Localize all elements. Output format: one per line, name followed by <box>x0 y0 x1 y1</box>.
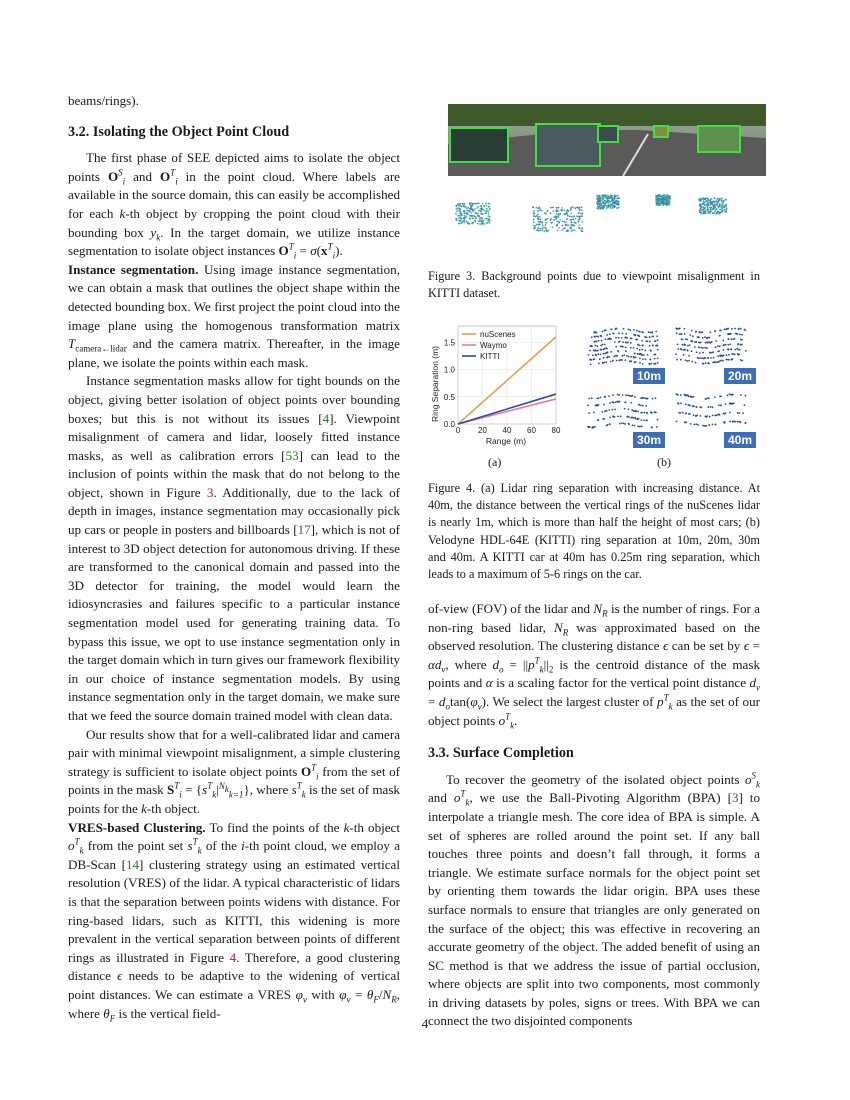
figure-3-points <box>455 194 727 232</box>
chart-legend-label: KITTI <box>480 352 500 361</box>
figure-4a-chart <box>428 318 568 458</box>
run-in-heading-vres: VRES-based Clustering. <box>68 819 206 835</box>
chart-legend-label: nuScenes <box>480 330 516 339</box>
paragraph-isolation-intro: The first phase of SEE depicted aims to isolate the object points $O^S_i$ and $O^T_i$ in the point cloud. Where labels are available in the source domain, this can easily be accomplished for each k-th object by cropping the point cloud with their bounding box $y_k$. In the target domain, we utilize instance segmentation to isolate object instances $O^T_i = \sigma(x^T_i)$. <box>68 150 400 261</box>
chart-x-axis-label: Range (m) <box>485 436 527 446</box>
section-heading-3-3: 3.3. Surface Completion <box>428 745 574 762</box>
citation-link[interactable]: 4 <box>322 410 330 426</box>
paragraph-continuation: beams/rings). <box>68 93 139 108</box>
citation-link[interactable]: 17 <box>297 522 311 538</box>
figure-4b-label: (b) <box>657 455 671 469</box>
chart-x-tick-label: 0 <box>455 426 461 435</box>
section-heading-3-2: 3.2. Isolating the Object Point Cloud <box>68 123 290 140</box>
paragraph-clustering-results: Our results show that for a well-calibrated lidar and camera pair with minimal viewpoint misalignment, a simple clustering strategy is sufficient to isolate object points $O^T_i$ from the set of points in the mask $S^T_i = \{s^T_k|^{N_k}_{k=1}\}$, where $s^T_k$ is the set of mask points for the k-th object. <box>68 726 400 816</box>
range-tag-30m: 30m <box>633 432 665 448</box>
figure-4a-label: (a) <box>488 455 502 469</box>
figure-3-point-clouds <box>448 180 766 252</box>
citation-link[interactable]: 53 <box>285 447 299 463</box>
chart-x-tick-label: 60 <box>527 426 536 435</box>
figure-link[interactable]: 3 <box>206 484 214 500</box>
left-column <box>68 92 400 1023</box>
paragraph-vres-clustering: VRES-based Clustering. To find the points of the k-th object $o^T_k$ from the point set $s^T_k$ of the i-th point cloud, we employ a DB-Scan [14] clustering strategy using an estimated vertical resolution (VRES) of the lidar. A typical characteristic of lidars is that the separation between points widens with distance. For ring-based lidars, such as KITTI, this widening is more prevalent in the vertical separation between points of different rings as illustrated in Figure 4. Therefore, a good clustering distance ϵ needs to be adaptive to the widening of vertical point distances. We can estimate a VRES $\varphi_v$ with $\varphi_v = \theta_F/N_R$, where $\theta_F$ is the vertical field- <box>68 819 401 1024</box>
range-tag-20m: 20m <box>724 368 756 384</box>
chart-x-tick-label: 20 <box>478 426 487 435</box>
range-tag-10m: 10m <box>633 368 665 384</box>
citation-link[interactable]: 3 <box>731 790 739 806</box>
run-in-heading-instance-segmentation: Instance segmentation. <box>68 261 199 277</box>
chart-y-tick-label: 0.0 <box>443 420 455 429</box>
chart-y-tick-label: 0.5 <box>443 392 455 402</box>
figure-link[interactable]: 4 <box>229 949 237 965</box>
range-tag-40m: 40m <box>724 432 756 448</box>
paragraph-vres-continued: of-view (FOV) of the lidar and $N_R$ is the number of rings. For a non-ring based lidar, $N_R$ was approximated based on the observed resolution. The clustering distance ϵ can be set by $\epsilon = \alpha d_v$, where $d_o = ||p^T_k||_2$ is the centroid distance of the mask points and α is a scaling factor for the vertical point distance $d_v = d_o\tan(\varphi_v)$. We select the largest cluster of $p^T_k$ as the set of our object points $o^T_k$. <box>428 601 760 731</box>
chart-y-axis-label: Ring Separation (m) <box>430 345 440 423</box>
chart-y-tick-label: 1.5 <box>443 338 455 348</box>
paragraph-surface-completion: To recover the geometry of the isolated object points $o^S_k$ and $o^T_k$, we use the Ball-Pivoting Algorithm (BPA) [3] to interpolate a triangle mesh. The core idea of BPA is simple. A set of spheres are rolled around the point set. If any ball touches three points and doesn’t fall through, it forms a triangle. We estimate surface normals for the object point set by orienting them towards the lidar origin. BPA uses these surface normals to ensure that triangles are only generated on the surface of the object; this was effective in recovering an accurate geometry of the object. The added benefit of using an SC method is that we address the issue of partial occlusion, where objects are split into two components, most commonly in driving datasets by poles, signs or trees. With BPA we can connect the two disjointed components <box>428 770 760 1029</box>
figure-4-caption: Figure 4. (a) Lidar ring separation with increasing distance. At 40m, the distance between the vertical rings of the nuScenes lidar is nearly 1m, which is more than half the height of most cars; (b) Velodyne HDL-64E (KITTI) ring separation at 10m, 20m, 30m and 40m. A KITTI car at 40m has 0.25m ring separation, which leads to a maximum of 5-6 rings on the car. <box>428 481 760 582</box>
figure-3-camera-image <box>448 104 766 176</box>
figure-4b-points <box>587 327 747 428</box>
figure-4b-point-clouds <box>578 318 758 448</box>
paragraph-mask-issues: Instance segmentation masks allow for tight bounds on the object, giving better isolation of object points over bounding boxes; but this is not without its issues [4]. Viewpoint misalignment of camera and lidar, loosely fitted instance masks, as well as calibration errors [53] can lead to the inclusion of points within the mask that do not belong to the object, shown in Figure 3. Additionally, due to the lack of depth in images, instance segmentation may occasionally pick up cars or people in posters and billboards [17], which is not of interest to 3D object detection for autonomous driving. If these are transformed to the canonical domain and passed into the 3D detector for training, the model would learn the idiosyncrasies and failures specific to a particular instance segmentation model used for generating training data. To bypass this issue, we opt to use instance segmentation only in the target domain which in turn gives our framework flexibility in our choice of instance segmentation models. By using instance segmentation only in the target domain, we make sure that we feed the source domain trained model with clean data. <box>68 373 400 723</box>
page-number: 4 <box>421 1016 429 1031</box>
citation-link[interactable]: 14 <box>125 856 140 872</box>
paragraph-instance-segmentation: Instance segmentation. Using image instance segmentation, we can obtain a mask that outlines the object shape within the detected bounding box. We first project the point cloud into the image plane using the homogenous transformation matrix $T_{camera\leftarrow lidar}$ and the camera matrix. Thereafter, in the image plane, we isolate the points within each mask. <box>68 261 401 370</box>
chart-y-tick-label: 1.0 <box>443 365 455 375</box>
chart-x-tick-label: 40 <box>502 426 512 435</box>
chart-legend-label: Waymo <box>480 341 507 350</box>
figure-3-caption: Figure 3. Background points due to viewpoint misalignment in KITTI dataset. <box>428 269 760 301</box>
right-column <box>428 600 760 1031</box>
chart-x-tick-label: 80 <box>551 426 561 435</box>
